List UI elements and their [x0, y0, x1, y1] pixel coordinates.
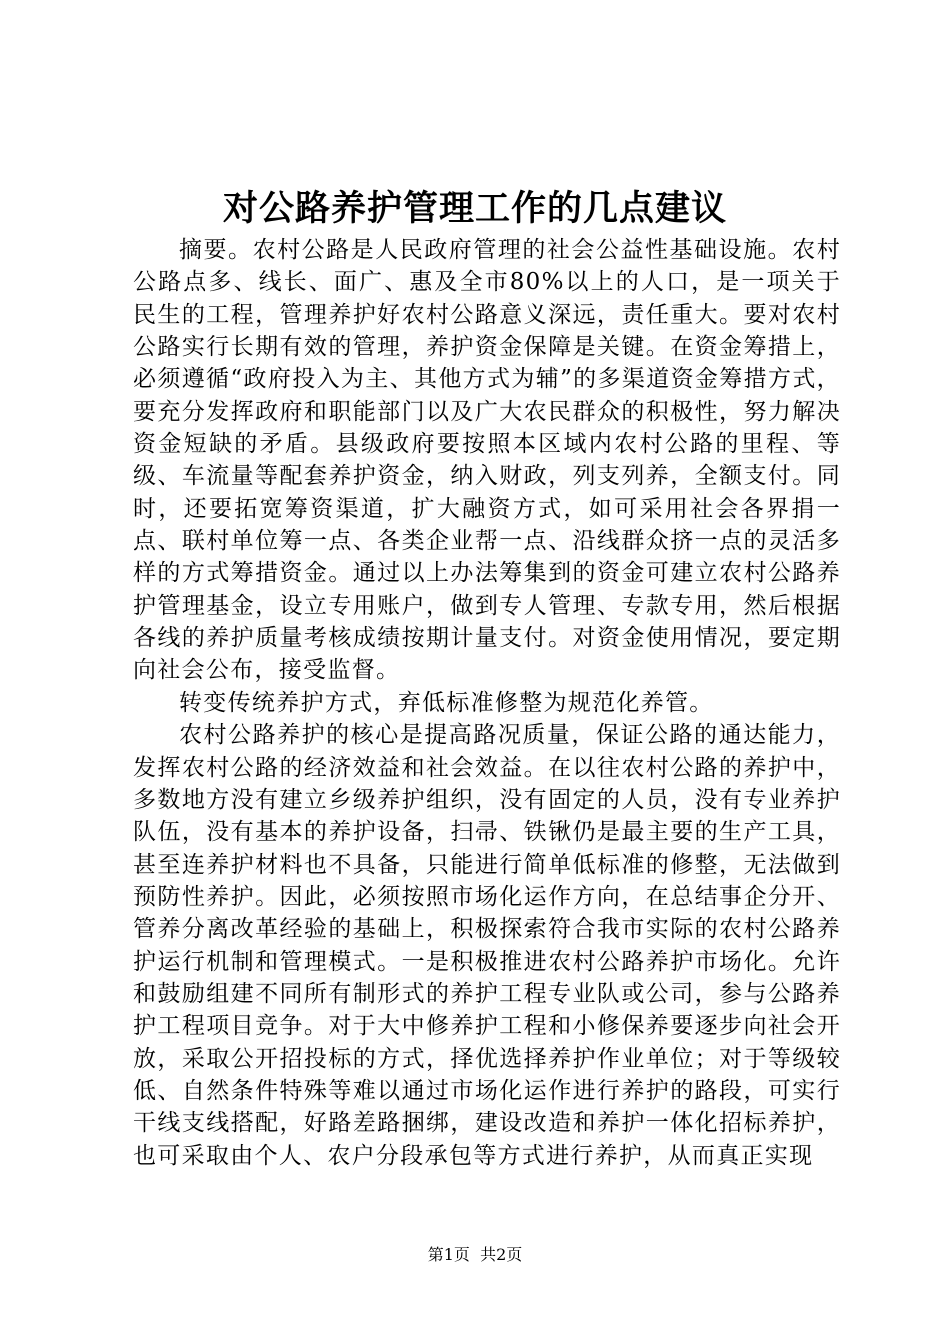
paragraph-section-heading: 转变传统养护方式，弃低标准修整为规范化养管。 — [179, 689, 714, 716]
document-title: 对公路养护管理工作的几点建议 — [222, 188, 727, 229]
paragraph-maintenance: 农村公路养护的核心是提高路况质量，保证公路的通达能力，发挥农村公路的经济效益和社会效益。在以往农村公路的养护中，多数地方没有建立乡级养护组织，没有固定的人员，没有专业养护队伍，没有基本的养护设备，扫帚、铁锹仍是最主要的生产工具，甚至连养护材料也不具备，只能进行简单低标准的修整，无法做到预防性养护。因此，必须按照市场化运作方向，在总结事企分开、管养分离改革经验的基础上，积极探索符合我市实际的农村公路养护运行机制和管理模式。一是积极推进农村公路养护市场化。允许和鼓励组建不同所有制形式的养护工程专业队或公司，参与公路养护工程项目竞争。对于大中修养护工程和小修保养要逐步向社会开放，采取公开招投标的方式，择优选择养护作业单位；对于等级较低、自然条件特殊等难以通过市场化运作进行养护的路段，可实行干线支线搭配，好路差路捆绑，建设改造和养护一体化招标养护，也可采取由个人、农户分段承包等方式进行养护，从而真正实现 — [133, 722, 841, 1169]
page-number: 第1页 共2页 — [427, 1245, 523, 1264]
page-footer — [0, 1244, 950, 1266]
paragraph-abstract: 摘要。农村公路是人民政府管理的社会公益性基础设施。农村公路点多、线长、面广、惠及全市80%以上的人口，是一项关于民生的工程，管理养护好农村公路意义深远，责任重大。要对农村公路实行长期有效的管理，养护资金保障是关键。在资金筹措上，必须遵循“政府投入为主、其他方式为辅”的多渠道资金筹措方式，要充分发挥政府和职能部门以及广大农民群众的积极性，努力解决资金短缺的矛盾。县级政府要按照本区域内农村公路的里程、等级、车流量等配套养护资金，纳入财政，列支列养，全额支付。同时，还要拓宽筹资渠道，扩大融资方式，如可采用社会各界捐一点、联村单位筹一点、各类企业帮一点、沿线群众挤一点的灵活多样的方式筹措资金。通过以上办法筹集到的资金可建立农村公路养护管理基金，设立专用账户，做到专人管理、专款专用，然后根据各线的养护质量考核成绩按期计量支付。对资金使用情况，要定期向社会公布，接受监督。 — [133, 237, 841, 684]
document-body — [133, 234, 841, 1172]
